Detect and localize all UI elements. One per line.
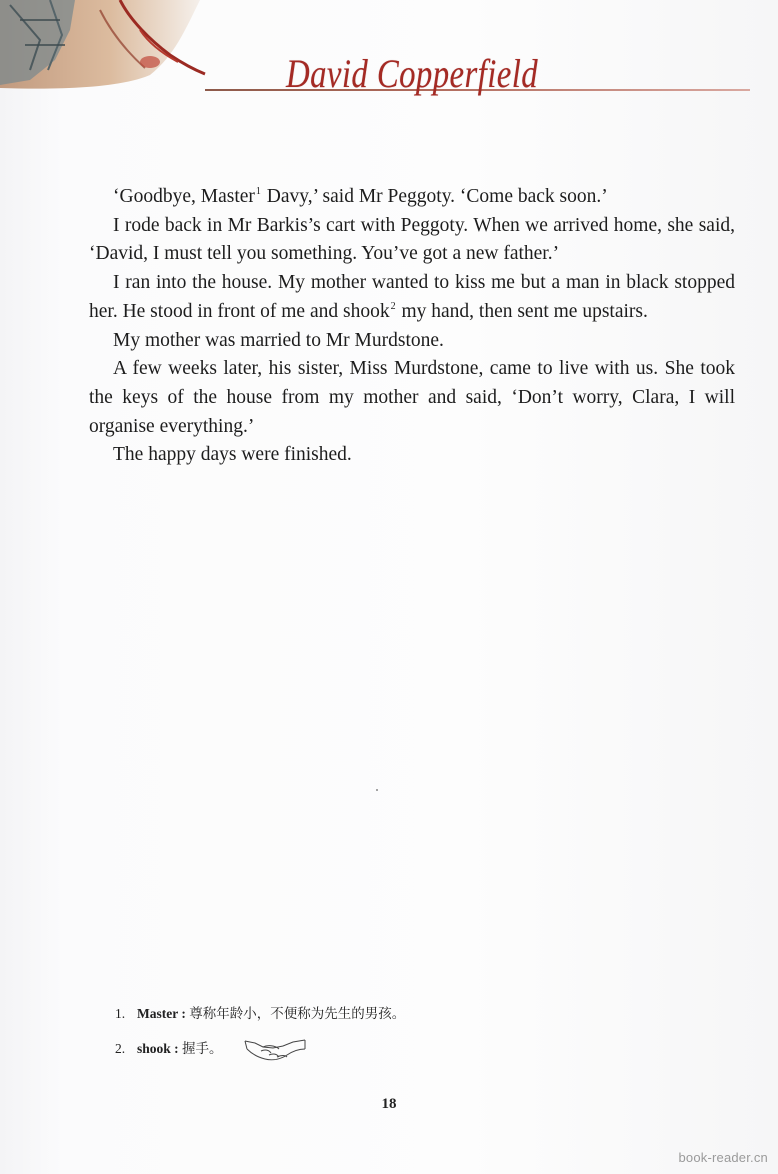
paragraph: A few weeks later, his sister, Miss Murdstone, came to live with us. She took the keys of the house from my mother and said, ‘Don’t worry, Clara, I will organise everything.’ xyxy=(89,358,735,437)
paper-speck xyxy=(376,789,378,791)
book-title: David Copperfield xyxy=(286,51,539,96)
footnote-number: 1. xyxy=(115,1006,126,1021)
footnotes xyxy=(115,996,615,1066)
footnote-definition: 尊称年龄小，不便称为先生的男孩。 xyxy=(189,1006,406,1021)
footnote-item: 2. shook : 握手。 xyxy=(115,1031,615,1066)
footnote-term: Master xyxy=(137,1006,178,1021)
paragraph: ‘Goodbye, Master$^1$ Davy,’ said Mr Peggoty. ‘Come back soon.’ xyxy=(113,186,608,207)
watermark: book-reader.cn xyxy=(678,1150,768,1165)
footnote-definition: 握手。 xyxy=(182,1041,223,1056)
footnote-term: shook xyxy=(137,1041,171,1056)
footnote-ref: 2 xyxy=(390,300,396,312)
footnote-item: 1. Master : 尊称年龄小，不便称为先生的男孩。 xyxy=(115,996,615,1031)
paragraph: I ran into the house. My mother wanted to kiss me but a man in black stopped her. He stood in front of me and shook$^2$ my hand, then sent me upstairs. xyxy=(89,272,735,322)
paragraph: The happy days were finished. xyxy=(113,444,352,466)
footnote-number: 2. xyxy=(115,1041,126,1056)
story-text xyxy=(89,183,735,470)
paragraph: I rode back in Mr Barkis’s cart with Peggoty. When we arrived home, she said, ‘David, I must tell you something. You’ve got a new father.’ xyxy=(89,214,735,265)
page-number: 18 xyxy=(381,1096,397,1112)
footnote-ref: 1 xyxy=(255,186,261,197)
header-illustration xyxy=(0,0,215,92)
handshake-icon xyxy=(243,1037,307,1063)
paragraph: My mother was married to Mr Murdstone. xyxy=(113,329,444,351)
page-header xyxy=(0,0,778,100)
